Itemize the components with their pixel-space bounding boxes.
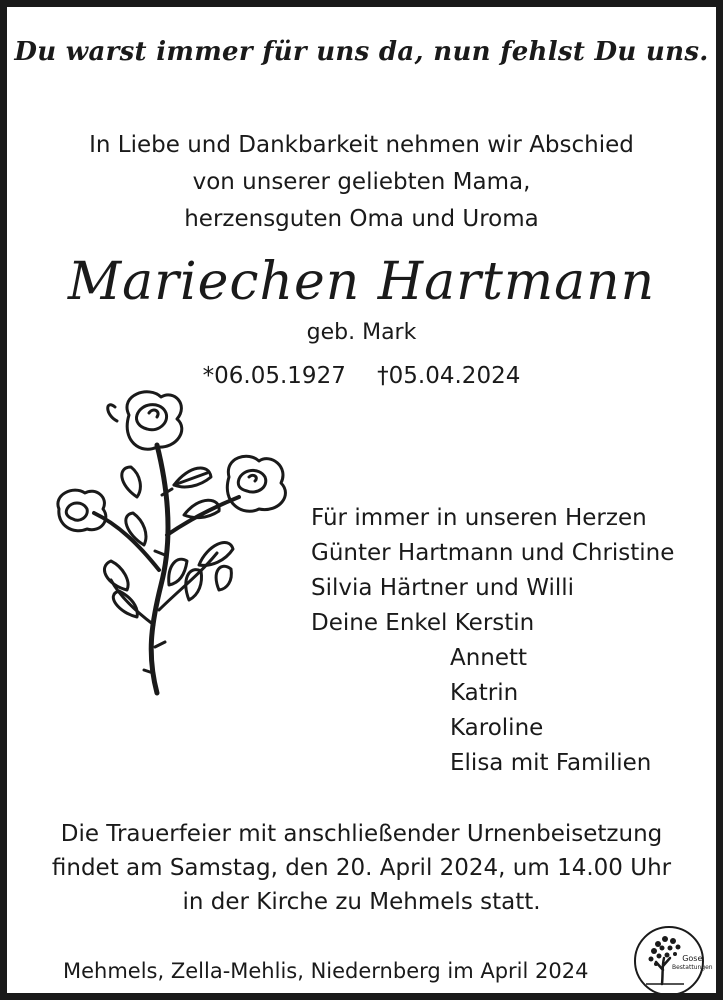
- intro-text: [7, 127, 716, 238]
- footer-place-date: Mehmels, Zella-Mehlis, Niedernberg im April 2024: [63, 959, 589, 983]
- logo-subtitle: Bestattungen: [672, 964, 713, 971]
- mourner-line: Silvia Härtner und Willi: [311, 575, 575, 601]
- mourners-list: [311, 501, 674, 781]
- deceased-name: Mariechen Hartmann: [67, 252, 656, 312]
- mourner-line: Deine Enkel Kerstin: [311, 610, 535, 636]
- logo-text: [672, 954, 713, 972]
- grandchild-name: Katrin: [450, 680, 519, 706]
- maiden-name: geb. Mark: [306, 320, 417, 345]
- ceremony-line: findet am Samstag, den 20. April 2024, um 14.00 Uhr: [51, 855, 672, 881]
- ceremony-line: Die Trauerfeier mit anschließender Urnenbeisetzung: [60, 821, 663, 847]
- logo-name: Gose: [682, 954, 703, 963]
- intro-line: In Liebe und Dankbarkeit nehmen wir Abschied: [89, 132, 634, 158]
- ceremony-line: in der Kirche zu Mehmels statt.: [182, 889, 541, 915]
- birth-date: *06.05.1927: [202, 363, 346, 389]
- motto: Du warst immer für uns da, nun fehlst Du uns.: [14, 37, 709, 67]
- intro-line: herzensguten Oma und Uroma: [184, 206, 539, 232]
- mourner-line: Für immer in unseren Herzen: [311, 505, 647, 531]
- grandchild-name: Elisa mit Familien: [450, 750, 652, 776]
- rose-icon: [49, 385, 299, 697]
- death-date: †05.04.2024: [377, 363, 521, 389]
- grandchild-name: Karoline: [450, 715, 544, 741]
- mourner-line: Günter Hartmann und Christine: [311, 540, 675, 566]
- intro-line: von unserer geliebten Mama,: [192, 169, 531, 195]
- ceremony-info: [7, 817, 716, 919]
- grandchild-name: Annett: [450, 645, 528, 671]
